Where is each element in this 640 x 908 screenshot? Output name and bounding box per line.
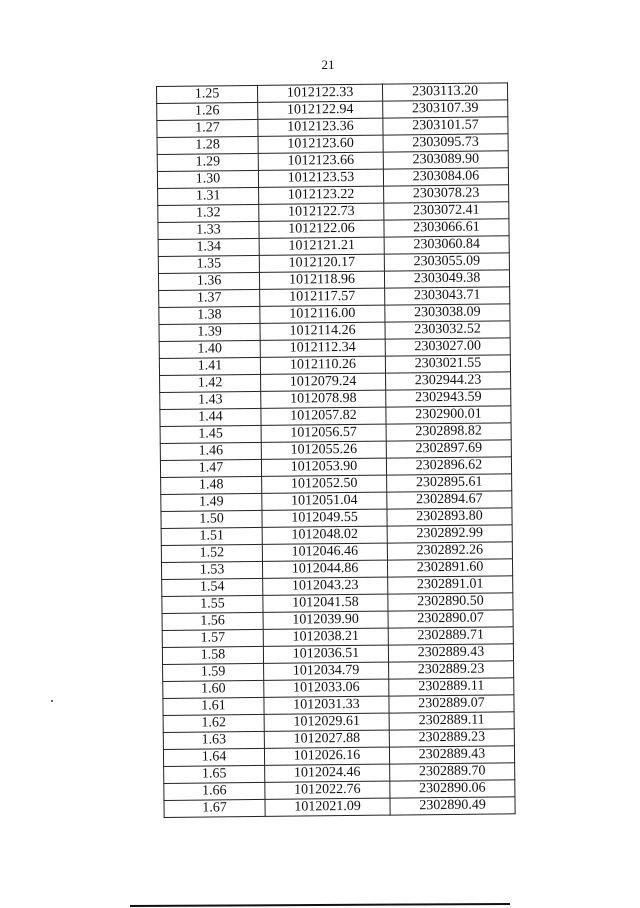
- y-coordinate-cell: 2303078.23: [384, 185, 509, 203]
- x-coordinate-cell: 1012049.55: [262, 509, 387, 527]
- point-id-cell: 1.56: [162, 612, 263, 630]
- y-coordinate-cell: 2302890.06: [390, 780, 515, 798]
- x-coordinate-cell: 1012123.66: [258, 152, 383, 170]
- point-id-cell: 1.32: [158, 204, 259, 222]
- y-coordinate-cell: 2302892.26: [387, 542, 512, 560]
- x-coordinate-cell: 1012046.46: [262, 543, 387, 561]
- y-coordinate-cell: 2302889.43: [389, 746, 514, 764]
- y-coordinate-cell: 2303066.61: [384, 219, 509, 237]
- y-coordinate-cell: 2303049.38: [384, 270, 509, 288]
- point-id-cell: 1.59: [163, 663, 264, 681]
- y-coordinate-cell: 2302889.70: [390, 763, 515, 781]
- y-coordinate-cell: 2303027.00: [385, 338, 510, 356]
- x-coordinate-cell: 1012024.46: [265, 764, 390, 782]
- y-coordinate-cell: 2302889.11: [389, 712, 514, 730]
- x-coordinate-cell: 1012056.57: [261, 424, 386, 442]
- point-id-cell: 1.27: [157, 119, 258, 137]
- point-id-cell: 1.40: [159, 340, 260, 358]
- y-coordinate-cell: 2302900.01: [386, 406, 511, 424]
- y-coordinate-cell: 2303113.20: [382, 83, 507, 101]
- y-coordinate-cell: 2302891.01: [388, 576, 513, 594]
- x-coordinate-cell: 1012117.57: [260, 288, 385, 306]
- y-coordinate-cell: 2302896.62: [386, 457, 511, 475]
- x-coordinate-cell: 1012021.09: [265, 798, 390, 816]
- x-coordinate-cell: 1012053.90: [261, 458, 386, 476]
- x-coordinate-cell: 1012123.60: [258, 135, 383, 153]
- point-id-cell: 1.49: [161, 493, 262, 511]
- point-id-cell: 1.67: [164, 799, 265, 817]
- y-coordinate-cell: 2302890.07: [388, 610, 513, 628]
- y-coordinate-cell: 2302944.23: [386, 372, 511, 390]
- x-coordinate-cell: 1012051.04: [262, 492, 387, 510]
- point-id-cell: 1.29: [157, 153, 258, 171]
- y-coordinate-cell: 2302943.59: [386, 389, 511, 407]
- point-id-cell: 1.61: [163, 697, 264, 715]
- x-coordinate-cell: 1012112.34: [260, 339, 385, 357]
- y-coordinate-cell: 2303032.52: [385, 321, 510, 339]
- y-coordinate-cell: 2302893.80: [387, 508, 512, 526]
- y-coordinate-cell: 2302890.50: [388, 593, 513, 611]
- point-id-cell: 1.39: [159, 323, 260, 341]
- x-coordinate-cell: 1012048.02: [262, 526, 387, 544]
- point-id-cell: 1.37: [159, 289, 260, 307]
- x-coordinate-cell: 1012116.00: [260, 305, 385, 323]
- y-coordinate-cell: 2303107.39: [383, 100, 508, 118]
- point-id-cell: 1.33: [158, 221, 259, 239]
- point-id-cell: 1.35: [158, 255, 259, 273]
- y-coordinate-cell: 2303055.09: [384, 253, 509, 271]
- y-coordinate-cell: 2303089.90: [383, 151, 508, 169]
- y-coordinate-cell: 2303060.84: [384, 236, 509, 254]
- point-id-cell: 1.31: [158, 187, 259, 205]
- point-id-cell: 1.28: [157, 136, 258, 154]
- x-coordinate-cell: 1012052.50: [262, 475, 387, 493]
- point-id-cell: 1.34: [158, 238, 259, 256]
- scan-speck: [51, 700, 53, 702]
- point-id-cell: 1.48: [161, 476, 262, 494]
- point-id-cell: 1.30: [157, 170, 258, 188]
- y-coordinate-cell: 2302889.23: [389, 729, 514, 747]
- y-coordinate-cell: 2303038.09: [385, 304, 510, 322]
- table-row: [164, 797, 515, 818]
- y-coordinate-cell: 2302890.49: [390, 797, 515, 815]
- page-bottom-edge: [130, 903, 510, 907]
- x-coordinate-cell: 1012041.58: [263, 594, 388, 612]
- x-coordinate-cell: 1012078.98: [261, 390, 386, 408]
- y-coordinate-cell: 2302891.60: [387, 559, 512, 577]
- point-id-cell: 1.42: [160, 374, 261, 392]
- y-coordinate-cell: 2302889.07: [389, 695, 514, 713]
- point-id-cell: 1.26: [157, 102, 258, 120]
- x-coordinate-cell: 1012118.96: [259, 271, 384, 289]
- point-id-cell: 1.64: [163, 748, 264, 766]
- point-id-cell: 1.25: [157, 85, 258, 103]
- y-coordinate-cell: 2302889.71: [388, 627, 513, 645]
- x-coordinate-cell: 1012026.16: [264, 747, 389, 765]
- x-coordinate-cell: 1012055.26: [261, 441, 386, 459]
- point-id-cell: 1.66: [164, 782, 265, 800]
- point-id-cell: 1.38: [159, 306, 260, 324]
- x-coordinate-cell: 1012038.21: [263, 628, 388, 646]
- point-id-cell: 1.65: [164, 765, 265, 783]
- x-coordinate-cell: 1012122.73: [259, 203, 384, 221]
- page-number: 21: [321, 57, 335, 72]
- x-coordinate-cell: 1012123.53: [258, 169, 383, 187]
- point-id-cell: 1.63: [163, 731, 264, 749]
- x-coordinate-cell: 1012027.88: [264, 730, 389, 748]
- x-coordinate-cell: 1012057.82: [261, 407, 386, 425]
- point-id-cell: 1.47: [160, 459, 261, 477]
- point-id-cell: 1.41: [159, 357, 260, 375]
- coordinate-table: [156, 82, 516, 818]
- y-coordinate-cell: 2302895.61: [387, 474, 512, 492]
- x-coordinate-cell: 1012044.86: [262, 560, 387, 578]
- point-id-cell: 1.55: [162, 595, 263, 613]
- x-coordinate-cell: 1012122.06: [259, 220, 384, 238]
- point-id-cell: 1.43: [160, 391, 261, 409]
- x-coordinate-cell: 1012123.36: [258, 118, 383, 136]
- x-coordinate-cell: 1012029.61: [264, 713, 389, 731]
- point-id-cell: 1.50: [161, 510, 262, 528]
- coordinate-table-body: [157, 83, 516, 818]
- y-coordinate-cell: 2302892.99: [387, 525, 512, 543]
- y-coordinate-cell: 2303072.41: [384, 202, 509, 220]
- point-id-cell: 1.58: [162, 646, 263, 664]
- x-coordinate-cell: 1012079.24: [261, 373, 386, 391]
- x-coordinate-cell: 1012123.22: [259, 186, 384, 204]
- y-coordinate-cell: 2302897.69: [386, 440, 511, 458]
- point-id-cell: 1.57: [162, 629, 263, 647]
- y-coordinate-cell: 2303084.06: [383, 168, 508, 186]
- point-id-cell: 1.51: [161, 527, 262, 545]
- x-coordinate-cell: 1012122.94: [258, 101, 383, 119]
- y-coordinate-cell: 2302889.43: [388, 644, 513, 662]
- y-coordinate-cell: 2302889.23: [389, 661, 514, 679]
- y-coordinate-cell: 2302898.82: [386, 423, 511, 441]
- point-id-cell: 1.52: [161, 544, 262, 562]
- point-id-cell: 1.44: [160, 408, 261, 426]
- y-coordinate-cell: 2303095.73: [383, 134, 508, 152]
- point-id-cell: 1.36: [158, 272, 259, 290]
- point-id-cell: 1.45: [160, 425, 261, 443]
- point-id-cell: 1.62: [163, 714, 264, 732]
- y-coordinate-cell: 2303021.55: [385, 355, 510, 373]
- x-coordinate-cell: 1012039.90: [263, 611, 388, 629]
- point-id-cell: 1.53: [161, 561, 262, 579]
- point-id-cell: 1.46: [160, 442, 261, 460]
- y-coordinate-cell: 2302889.11: [389, 678, 514, 696]
- x-coordinate-cell: 1012114.26: [260, 322, 385, 340]
- x-coordinate-cell: 1012122.33: [257, 84, 382, 102]
- x-coordinate-cell: 1012033.06: [264, 679, 389, 697]
- y-coordinate-cell: 2302894.67: [387, 491, 512, 509]
- x-coordinate-cell: 1012036.51: [263, 645, 388, 663]
- x-coordinate-cell: 1012043.23: [263, 577, 388, 595]
- y-coordinate-cell: 2303101.57: [383, 117, 508, 135]
- point-id-cell: 1.54: [162, 578, 263, 596]
- y-coordinate-cell: 2303043.71: [385, 287, 510, 305]
- x-coordinate-cell: 1012121.21: [259, 237, 384, 255]
- x-coordinate-cell: 1012031.33: [264, 696, 389, 714]
- x-coordinate-cell: 1012034.79: [264, 662, 389, 680]
- x-coordinate-cell: 1012120.17: [259, 254, 384, 272]
- x-coordinate-cell: 1012110.26: [260, 356, 385, 374]
- point-id-cell: 1.60: [163, 680, 264, 698]
- x-coordinate-cell: 1012022.76: [265, 781, 390, 799]
